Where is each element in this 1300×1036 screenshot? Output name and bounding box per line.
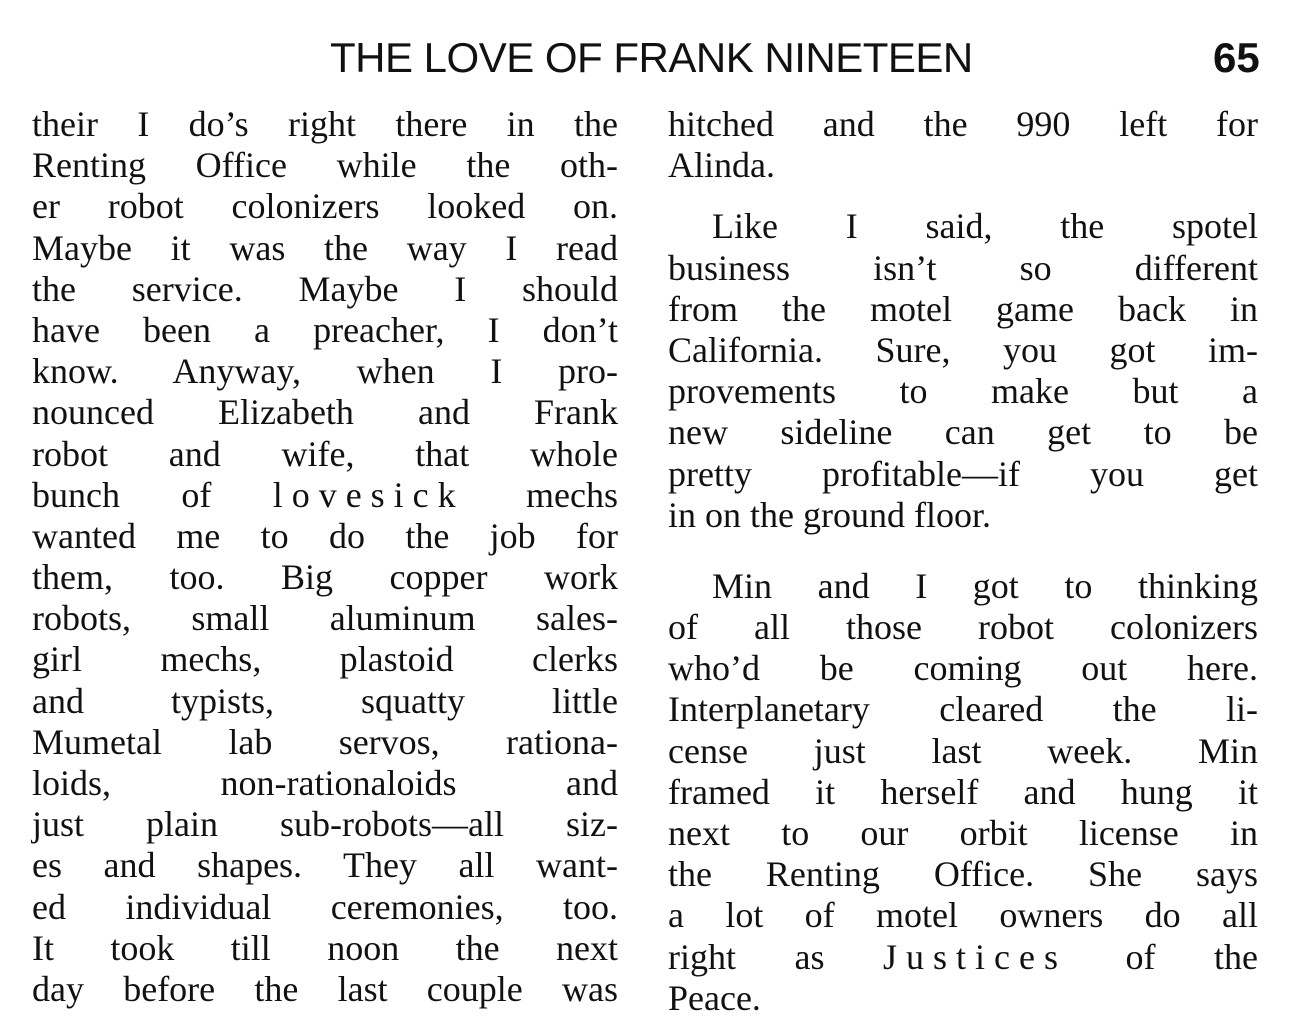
right-column: [668, 104, 1258, 1019]
page-number: 65: [1213, 34, 1260, 81]
right-line: a lot of motel owners do all: [668, 895, 1258, 936]
left-line: the service. Maybe I should: [32, 268, 618, 309]
right-line: in on the ground floor.: [668, 494, 991, 535]
spaced-word: Justices: [883, 936, 1068, 977]
line-segment: right as: [668, 936, 825, 977]
spaced-word: lovesick: [272, 474, 465, 515]
left-line: ed individual ceremonies, too.: [32, 886, 618, 927]
left-line: er robot colonizers looked on.: [32, 186, 618, 227]
right-line: who’d be coming out here.: [668, 648, 1258, 689]
line-segment: mechs: [526, 474, 618, 515]
left-line: robots, small aluminum sales-: [32, 598, 618, 639]
right-line: the Renting Office. She says: [668, 854, 1258, 895]
running-title: THE LOVE OF FRANK NINETEEN: [330, 34, 973, 81]
left-line: loids, non-rationaloids and: [32, 763, 618, 803]
left-line: robot and wife, that whole: [32, 433, 618, 474]
right-line: business isn’t so different: [668, 247, 1258, 288]
paragraph-gap: [668, 186, 1258, 206]
right-line: Alinda.: [668, 145, 775, 186]
right-line: new sideline can get to be: [668, 412, 1258, 453]
left-line: their I do’s right there in the: [32, 104, 618, 144]
right-line: Interplanetary cleared the li-: [668, 689, 1258, 730]
left-line: wanted me to do the job for: [32, 515, 618, 556]
right-line: pretty profitable—if you get: [668, 453, 1258, 494]
right-line: hitched and the 990 left for: [668, 104, 1258, 144]
right-line: of all those robot colonizers: [668, 607, 1258, 648]
right-line: Peace.: [668, 977, 761, 1018]
right-line: provements to make but a: [668, 371, 1258, 412]
line-segment: of the: [1125, 936, 1259, 977]
left-line: es and shapes. They all want-: [32, 845, 618, 886]
left-line: them, too. Big copper work: [32, 557, 618, 598]
right-line: cense just last week. Min: [668, 730, 1258, 771]
right-line: next to our orbit license in: [668, 813, 1258, 853]
running-header: [0, 28, 1300, 88]
line-segment: bunch of: [32, 474, 212, 515]
right-line: from the motel game back in: [668, 288, 1258, 329]
left-line: [32, 475, 618, 516]
right-line: Like I said, the spotel: [712, 206, 1258, 247]
left-line: and typists, squatty little: [32, 680, 618, 721]
left-line: Maybe it was the way I read: [32, 227, 618, 268]
left-line: day before the last couple was: [32, 968, 618, 1009]
left-line: It took till noon the next: [32, 927, 618, 968]
right-line: [668, 937, 1258, 978]
right-line: California. Sure, you got im-: [668, 329, 1258, 370]
right-line: Min and I got to thinking: [712, 565, 1258, 606]
left-column: [32, 104, 618, 1010]
left-line: know. Anyway, when I pro-: [32, 351, 618, 392]
left-line: Mumetal lab servos, rationa-: [32, 721, 618, 762]
paragraph-gap: [668, 536, 1258, 566]
left-line: Renting Office while the oth-: [32, 145, 618, 186]
right-line: framed it herself and hung it: [668, 771, 1258, 812]
left-line: girl mechs, plastoid clerks: [32, 639, 618, 680]
left-line: just plain sub-robots—all siz-: [32, 804, 618, 845]
left-line: have been a preacher, I don’t: [32, 309, 618, 350]
left-line: nounced Elizabeth and Frank: [32, 392, 618, 433]
